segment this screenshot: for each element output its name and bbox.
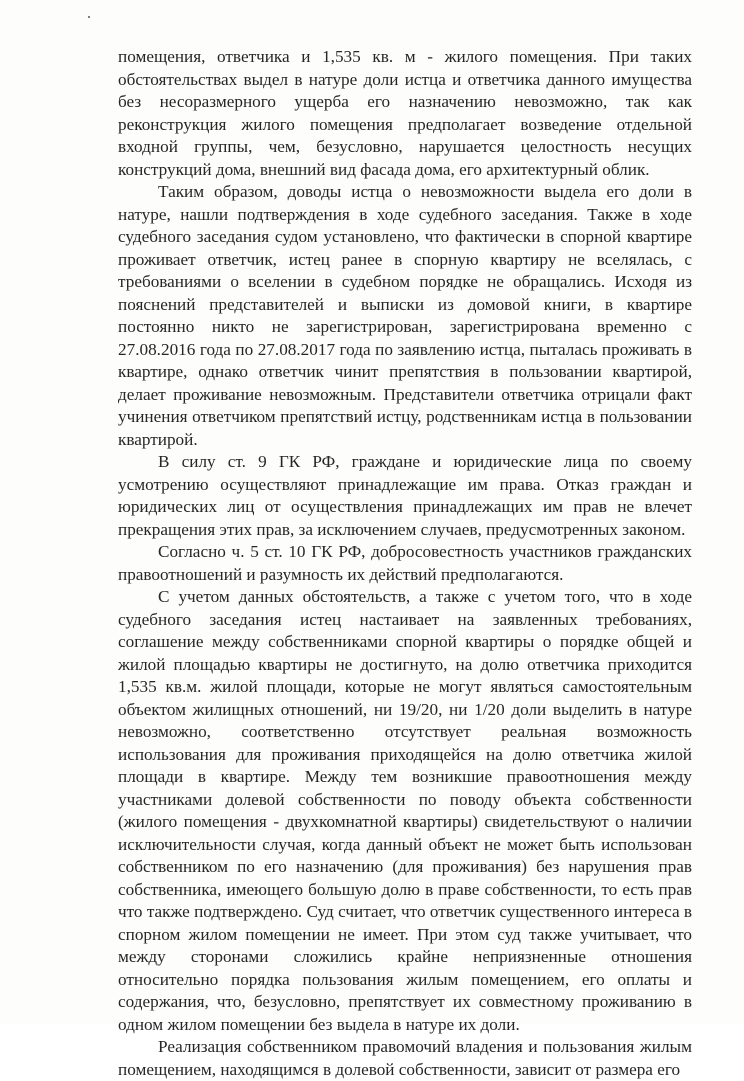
paragraph-continuation: помещения, ответчика и 1,535 кв. м - жилого помещения. При таких обстоятельствах выдел в натуре доли истца и ответчика данного имущества без несоразмерного ущерба его назначению невозможно, так как реконструкция жилого помещения предполагает возведение отдельной входной группы, чем, безусловно, нарушается целостность несущих конструкций дома, внешний вид фасада дома, его архитектурный облик. xyxy=(118,47,692,179)
paragraph-court-findings: С учетом данных обстоятельств, а также с учетом того, что в ходе судебного заседания истец настаивает на заявленных требованиях, соглашение между собственниками спорной квартиры о порядке общей и жилой площадью квартиры не достигнуто, на долю ответчика приходится 1,535 кв.м. жилой площади, которые не могут являться самостоятельным объектом жилищных отношений, ни 19/20, ни 1/20 доли выделить в натуре невозможно, соответственно отсутствует реальная возможность использования для проживания приходящейся на долю ответчика жилой площади в квартире. Между тем возникшие правоотношения между участниками долевой собственности по поводу объекта собственности (жилого помещения - двухкомнатной квартиры) свидетельствуют о наличии исключительности случая, когда данный объект не может быть использован собственником по его назначению (для проживания) без нарушения прав собственника, имеющего большую долю в праве собственности, то есть прав что также подтверждено. Суд считает, что ответчик существенного интереса в спорном жилом помещении не имеет. При этом суд также учитывает, что между сторонами сложились крайне неприязненные отношения относительно порядка пользования жилым помещением, его оплаты и содержания, что, безусловно, препятствует их совместному проживанию в одном жилом помещении без выдела в натуре их доли. xyxy=(118,587,692,1034)
paragraph-civil-code-art-10: Согласно ч. 5 ст. 10 ГК РФ, добросовестность участников гражданских правоотношений и разумность их действий предполагаются. xyxy=(118,542,692,584)
paragraph-conclusion-evidence: Таким образом, доводы истца о невозможности выдела его доли в натуре, нашли подтверждения в ходе судебного заседания. Также в ходе судебного заседания судом установлено, что фактически в спорной квартире проживает ответчик, истец ранее в спорную квартиру не вселялась, с требованиями о вселении в судебном порядке не обращались. Исходя из пояснений представителей и выписки из домовой книги, в квартире постоянно никто не зарегистрирован, зарегистрирована временно с 27.08.2016 года по 27.08.2017 года по заявлению истца, пыталась проживать в квартире, однако ответчик чинит препятствия в пользовании квартирой, делает проживание невозможным. Представители ответчика отрицали факт учинения ответчиком препятствий истцу, родственникам истца в пользовании квартирой. xyxy=(118,182,692,449)
scan-speck xyxy=(88,16,90,18)
paragraph-civil-code-art-9: В силу ст. 9 ГК РФ, граждане и юридические лица по своему усмотрению осуществляют принадлежащие им права. Отказ граждан и юридических лиц от осуществления принадлежащих им прав не влечет прекращения этих прав, за исключением случаев, предусмотренных законом. xyxy=(118,452,692,539)
document-body xyxy=(118,46,692,1081)
paragraph-ownership-rights: Реализация собственником правомочий владения и пользования жилым помещением, находящимся в долевой собственности, зависит от размера его xyxy=(118,1037,692,1079)
